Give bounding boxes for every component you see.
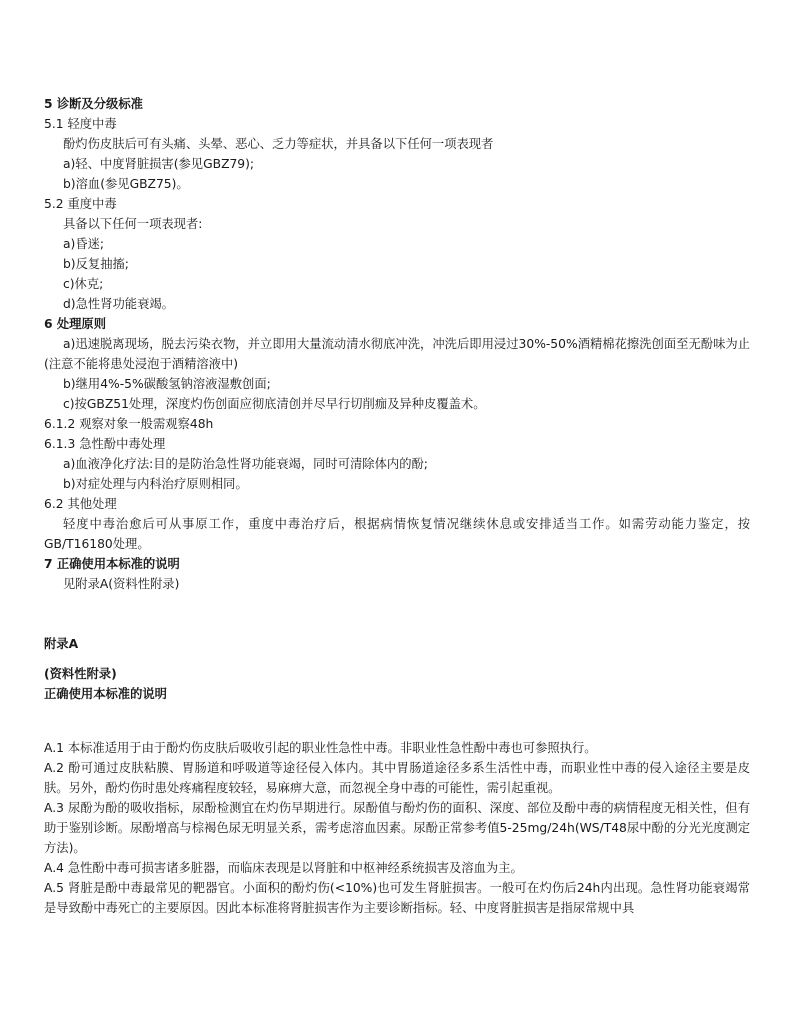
section-5-1-item: b)溶血(参见GBZ75)。 [63,177,189,191]
section-6-2-title: 6.2 其他处理 [44,497,117,511]
section-6-1-2: 6.1.2 观察对象一般需观察48h [44,417,214,431]
section-6-item-b: b)继用4%-5%碳酸氢钠溶液湿敷创面; [63,377,271,391]
section-6-item-a: a)迅速脱离现场，脱去污染衣物，并立即用大量流动清水彻底冲洗，冲洗后即用浸过30%-50%酒精棉花擦洗创面至无酚味为止(注意不能将患处浸泡于酒精溶液中) [44,337,750,371]
section-6-1-3-title: 6.1.3 急性酚中毒处理 [44,437,166,451]
appendix-a3: A.3 尿酚为酚的吸收指标，尿酚检测宜在灼伤早期进行。尿酚值与酚灼伤的面积、深度、部位及酚中毒的病情程度无相关性，但有助于鉴别诊断。尿酚增高与棕褐色尿无明显关系，需考虑溶血因素。尿酚正常参考值5-25mg/24h(WS/T48尿中酚的分光光度测定方法)。 [44,801,750,855]
section-5-2-item: c)休克; [63,277,104,291]
section-5-1-intro: 酚灼伤皮肤后可有头痛、头晕、恶心、乏力等症状，并具备以下任何一项表现者 [63,137,494,151]
appendix-title: 附录A [44,637,79,651]
appendix-name: 正确使用本标准的说明 [44,687,167,701]
appendix-a1: A.1 本标准适用于由于酚灼伤皮肤后吸收引起的职业性急性中毒。非职业性急性酚中毒也可参照执行。 [44,741,597,755]
section-5-2-item: a)昏迷; [63,237,105,251]
section-6-item-c: c)按GBZ51处理，深度灼伤创面应彻底清创并尽早行切削痂及异种皮覆盖术。 [63,397,486,411]
section-7-body: 见附录A(资料性附录) [63,577,180,591]
appendix-a2: A.2 酚可通过皮肤粘膜、胃肠道和呼吸道等途径侵入体内。其中胃肠道途径多系生活性中毒，而职业性中毒的侵入途径主要是皮肤。另外，酚灼伤时患处疼痛程度较轻，易麻痹大意，而忽视全身中毒的可能性，需引起重视。 [44,761,750,795]
section-5-2-item: b)反复抽搐; [63,257,129,271]
section-5-heading: 5 诊断及分级标准 [44,97,143,111]
section-5-2-title: 5.2 重度中毒 [44,197,117,211]
section-6-2-body: 轻度中毒治愈后可从事原工作，重度中毒治疗后，根据病情恢复情况继续休息或安排适当工作。如需劳动能力鉴定，按GB/T16180处理。 [44,517,750,551]
section-5-2-item: d)急性肾功能衰竭。 [63,297,174,311]
section-6-1-3-item: a)血液净化疗法:目的是防治急性肾功能衰竭，同时可清除体内的酚; [63,457,428,471]
appendix-a4: A.4 急性酚中毒可损害诸多脏器，而临床表现是以肾脏和中枢神经系统损害及溶血为主。 [44,861,523,875]
section-5-1-title: 5.1 轻度中毒 [44,117,117,131]
section-7-heading: 7 正确使用本标准的说明 [44,557,180,571]
section-5-1-item: a)轻、中度肾脏损害(参见GBZ79); [63,157,255,171]
appendix-a5: A.5 肾脏是酚中毒最常见的靶器官。小面积的酚灼伤(<10%)也可发生肾脏损害。一般可在灼伤后24h内出现。急性肾功能衰竭常是导致酚中毒死亡的主要原因。因此本标准将肾脏损害作为主要诊断指标。轻、中度肾脏损害是指尿常规中具 [44,881,750,915]
appendix-subtitle: (资料性附录) [44,667,117,681]
section-6-1-3-item: b)对症处理与内科治疗原则相同。 [63,477,248,491]
section-5-2-intro: 具备以下任何一项表现者: [63,217,203,231]
section-6-heading: 6 处理原则 [44,317,107,331]
